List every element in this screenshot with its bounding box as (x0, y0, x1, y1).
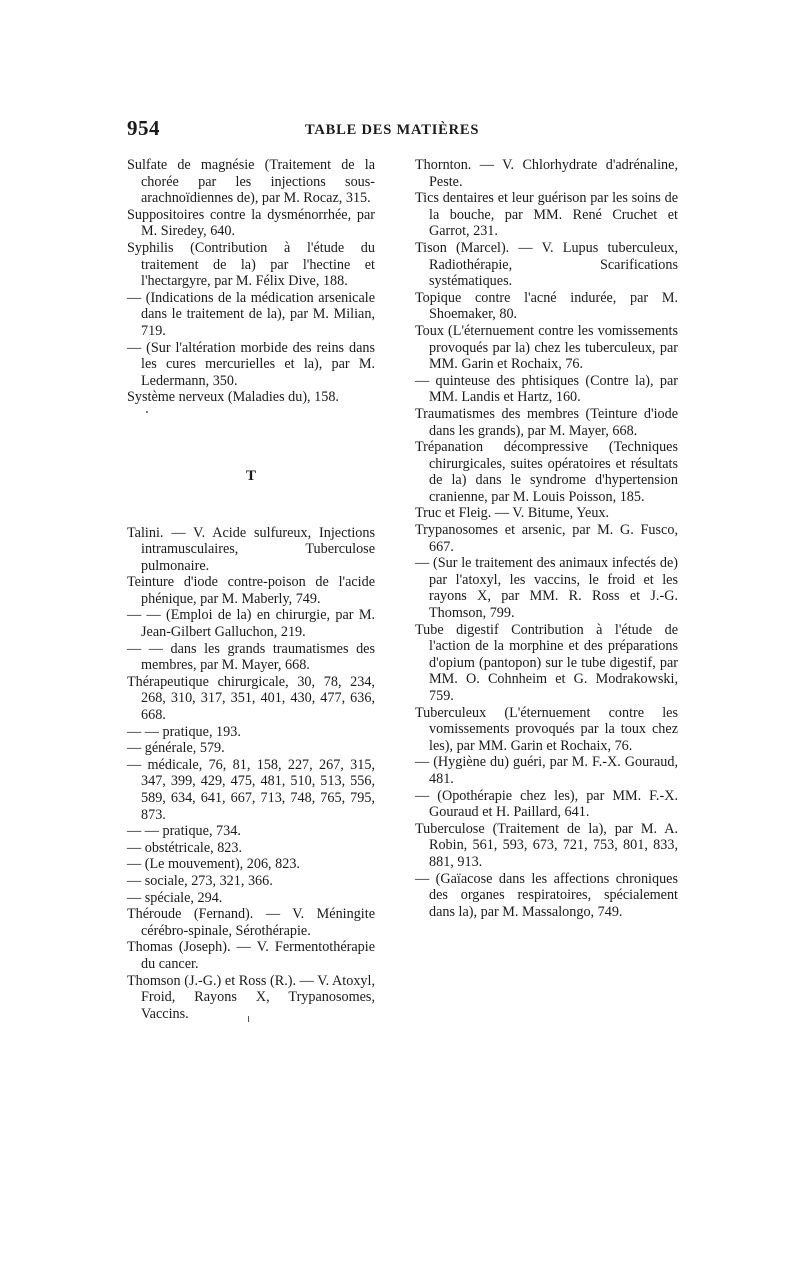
index-entry: Talini. — V. Acide sulfureux, Injections intramusculaires, Tuberculose pulmonaire. (127, 524, 375, 574)
index-entry: — — dans les grands traumatismes des membres, par M. Mayer, 668. (127, 640, 375, 674)
index-entry: — spéciale, 294. (127, 889, 223, 906)
index-entry: Toux (L'éternuement contre les vomissements provoqués par la) chez les tuberculeux, par MM. Garin et Rochaix, 76. (415, 322, 678, 373)
index-entry: Truc et Fleig. — V. Bitume, Yeux. (415, 505, 610, 522)
index-entries-top (127, 157, 375, 406)
index-entry: Tube digestif Contribution à l'étude de l'action de la morphine et des préparations d'opium (pantopon) sur le tube digestif, par MM. O. Cohnheim et G. Modrakowski, 759. (415, 621, 678, 704)
index-entry: — générale, 579. (127, 740, 225, 757)
left-column (127, 157, 375, 1022)
index-entry: — (Sur le traitement des animaux infectés de) par l'atoxyl, les vaccins, le froid et les rayons X, par MM. R. Ross et J.-G. Thomson, 799. (415, 555, 678, 622)
index-entry: Sulfate de magnésie (Traitement de la chorée par les injections sous-arachnoïdiennes de), par M. Rocaz, 315. (127, 157, 375, 207)
index-entry: — (Hygiène du) guéri, par M. F.-X. Gouraud, 481. (415, 754, 678, 787)
page-number: 954 (127, 116, 160, 140)
index-entry: — — (Emploi de la) en chirurgie, par M. Jean-Gilbert Galluchon, 219. (127, 607, 375, 641)
index-entry: — (Gaïacose dans les affections chroniques des organes respiratoires, spécialement dans la), par M. Massalongo, 749. (415, 870, 678, 920)
index-entry: — (Sur l'altération morbide des reins dans les cures mercurielles et la), par M. Ledermann, 350. (127, 339, 375, 389)
running-title: TABLE DES MATIÈRES (305, 122, 480, 138)
index-entry: — médicale, 76, 81, 158, 227, 267, 315, 347, 399, 429, 475, 481, 510, 513, 556, 589, 634, 641, 667, 713, 748, 765, 795, 873. (127, 756, 375, 823)
index-entry: Traumatismes des membres (Teinture d'iode dans les grands), par M. Mayer, 668. (415, 405, 678, 439)
page-header (127, 116, 687, 146)
index-entry: Topique contre l'acné indurée, par M. Shoemaker, 80. (415, 289, 678, 323)
index-entry: Thérapeutique chirurgicale, 30, 78, 234, 268, 310, 317, 351, 401, 430, 477, 636, 668. (127, 673, 375, 724)
index-entry: Suppositoires contre la dysménorrhée, par M. Siredey, 640. (127, 206, 375, 240)
index-entry: — quinteuse des phtisiques (Contre la), par MM. Landis et Hartz, 160. (415, 372, 678, 406)
index-entry: Thomas (Joseph). — V. Fermentothérapie du cancer. (127, 939, 375, 972)
index-entry: Tuberculose (Traitement de la), par M. A. Robin, 561, 593, 673, 721, 753, 801, 833, 881, 913. (415, 820, 678, 870)
section-letter: T (245, 467, 256, 484)
index-entry: Teinture d'iode contre-poison de l'acide phénique, par M. Maberly, 749. (127, 574, 375, 607)
index-entry: Système nerveux (Maladies du), 158. (127, 389, 339, 406)
right-column (415, 157, 678, 920)
index-entries-bottom (127, 525, 375, 1023)
index-entry: — (Le mouvement), 206, 823. (127, 856, 300, 873)
index-entry: — (Indications de la médication arsenicale dans le traitement de la), par M. Milian, 719. (127, 289, 375, 339)
index-entry: Thornton. — V. Chlorhydrate d'adrénaline, Peste. (415, 157, 678, 190)
index-entry: Tison (Marcel). — V. Lupus tuberculeux, Radiothérapie, Scarifications systématiques. (415, 239, 678, 290)
index-entry: Théroude (Fernand). — V. Méningite cérébro-spinale, Sérothérapie. (127, 906, 375, 939)
index-entry: Tics dentaires et leur guérison par les soins de la bouche, par MM. René Cruchet et Garrot, 231. (415, 190, 678, 240)
index-entry: — sociale, 273, 321, 366. (127, 872, 273, 889)
index-entry: Tuberculeux (L'éternuement contre les vomissements provoqués par la toux chez les), par MM. Garin et Rochaix, 76. (415, 704, 678, 754)
index-entry: Trypanosomes et arsenic, par M. G. Fusco, 667. (415, 522, 678, 555)
index-entry: Thomson (J.-G.) et Ross (R.). — V. Atoxyl, Froid, Rayons X, Trypanosomes, Vaccins. (127, 972, 375, 1022)
index-entry: Trépanation décompressive (Techniques chirurgicales, suites opératoires et résultats de la) dans le syndrome d'hypertension cranienne, par M. Louis Poisson, 185. (415, 439, 678, 505)
index-entry: — — pratique, 734. (127, 823, 241, 840)
index-entry: — — pratique, 193. (127, 723, 241, 740)
index-entry: — (Opothérapie chez les), par MM. F.-X. Gouraud et H. Paillard, 641. (415, 787, 678, 821)
index-entry: Syphilis (Contribution à l'étude du traitement de la) par l'hectine et l'hectargyre, par M. Félix Dive, 188. (127, 239, 375, 290)
index-entry: — obstétricale, 823. (127, 839, 243, 856)
